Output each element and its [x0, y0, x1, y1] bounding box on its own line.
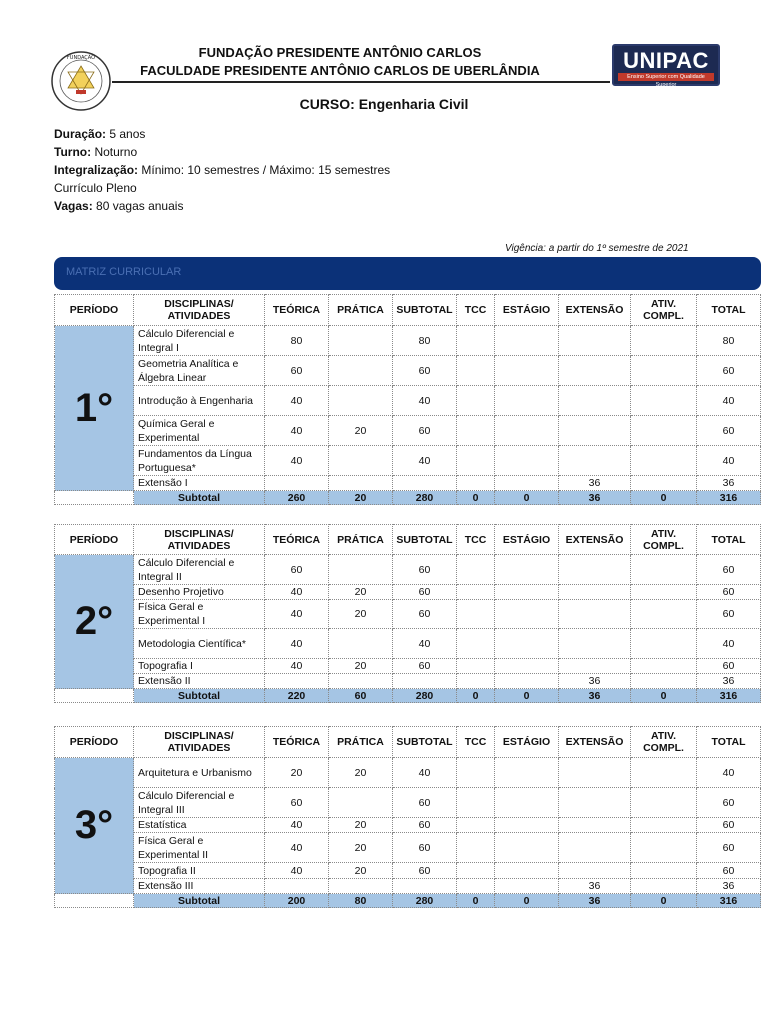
- hours-cell: [559, 758, 631, 788]
- logo-text: FUNDAÇÃO: [66, 55, 96, 61]
- hours-cell: 40: [265, 659, 329, 674]
- subtotal-label: Subtotal: [134, 491, 265, 505]
- discipline-name: Estatística: [134, 818, 265, 833]
- column-header: PERÍODO: [55, 727, 134, 758]
- hours-cell: [559, 788, 631, 818]
- hours-cell: [457, 416, 495, 446]
- hours-cell: [457, 879, 495, 894]
- info-duracao: Duração: 5 anos: [54, 127, 146, 141]
- hours-cell: [457, 674, 495, 689]
- unipac-logo: [612, 44, 720, 86]
- hours-cell: 60: [697, 416, 761, 446]
- hours-cell: 36: [697, 476, 761, 491]
- discipline-name: Arquitetura e Urbanismo: [134, 758, 265, 788]
- hours-cell: [329, 788, 393, 818]
- subtotal-value: 0: [457, 894, 495, 908]
- hours-cell: 60: [393, 585, 457, 600]
- hours-cell: [631, 326, 697, 356]
- info-integralizacao: Integralização: Mínimo: 10 semestres / Máximo: 15 semestres: [54, 163, 391, 177]
- hours-cell: [457, 356, 495, 386]
- table-row: [55, 863, 761, 879]
- discipline-name: Cálculo Diferencial e Integral I: [134, 326, 265, 356]
- hours-cell: 20: [329, 758, 393, 788]
- hours-cell: 20: [265, 758, 329, 788]
- hours-cell: 40: [265, 386, 329, 416]
- course-info: [54, 125, 390, 215]
- subtotal-spacer: [55, 689, 134, 703]
- hours-cell: 40: [265, 818, 329, 833]
- discipline-name: Desenho Projetivo: [134, 585, 265, 600]
- column-header: TCC: [457, 525, 495, 555]
- subtotal-value: 0: [457, 689, 495, 703]
- subtotal-spacer: [55, 491, 134, 505]
- table-row: [55, 585, 761, 600]
- subtotal-value: 200: [265, 894, 329, 908]
- hours-cell: [631, 629, 697, 659]
- hours-cell: [559, 386, 631, 416]
- hours-cell: 60: [393, 356, 457, 386]
- hours-cell: [495, 585, 559, 600]
- hours-cell: 60: [265, 788, 329, 818]
- column-header: TOTAL: [697, 295, 761, 326]
- hours-cell: [495, 600, 559, 629]
- subtotal-value: 0: [631, 689, 697, 703]
- hours-cell: 40: [393, 758, 457, 788]
- hours-cell: [631, 446, 697, 476]
- hours-cell: [559, 600, 631, 629]
- hours-cell: 60: [697, 555, 761, 585]
- matriz-title: MATRIZ CURRICULAR: [66, 266, 182, 278]
- hours-cell: [393, 476, 457, 491]
- subtotal-label: Subtotal: [134, 894, 265, 908]
- hours-cell: [457, 788, 495, 818]
- hours-cell: [329, 629, 393, 659]
- column-header: TEÓRICA: [265, 295, 329, 326]
- discipline-name: Topografia II: [134, 863, 265, 879]
- table-row: [55, 674, 761, 689]
- hours-cell: [559, 416, 631, 446]
- discipline-name: Metodologia Científica*: [134, 629, 265, 659]
- column-header: EXTENSÃO: [559, 295, 631, 326]
- hours-cell: [495, 326, 559, 356]
- table-row: [55, 659, 761, 674]
- hours-cell: 36: [697, 674, 761, 689]
- subtotal-value: 0: [495, 491, 559, 505]
- hours-cell: [559, 446, 631, 476]
- table-row: [55, 555, 761, 585]
- subtotal-label: Subtotal: [134, 689, 265, 703]
- column-header: TOTAL: [697, 525, 761, 555]
- discipline-name: Fundamentos da Língua Portuguesa*: [134, 446, 265, 476]
- hours-cell: [559, 863, 631, 879]
- discipline-name: Física Geral e Experimental I: [134, 600, 265, 629]
- hours-cell: [329, 879, 393, 894]
- hours-cell: [393, 674, 457, 689]
- hours-cell: [329, 356, 393, 386]
- hours-cell: [631, 758, 697, 788]
- hours-cell: 60: [265, 555, 329, 585]
- hours-cell: [329, 326, 393, 356]
- hours-cell: [457, 833, 495, 863]
- hours-cell: 40: [265, 416, 329, 446]
- subtotal-value: 316: [697, 491, 761, 505]
- subtotal-value: 220: [265, 689, 329, 703]
- hours-cell: [329, 555, 393, 585]
- table-header-row: [55, 295, 761, 326]
- hours-cell: 60: [697, 863, 761, 879]
- hours-cell: [559, 818, 631, 833]
- hours-cell: [559, 356, 631, 386]
- discipline-name: Física Geral e Experimental II: [134, 833, 265, 863]
- column-header: PRÁTICA: [329, 525, 393, 555]
- hours-cell: [631, 585, 697, 600]
- hours-cell: [495, 788, 559, 818]
- hours-cell: 60: [393, 416, 457, 446]
- hours-cell: [457, 585, 495, 600]
- subtotal-value: 80: [329, 894, 393, 908]
- hours-cell: [329, 446, 393, 476]
- hours-cell: [631, 555, 697, 585]
- column-header: SUBTOTAL: [393, 727, 457, 758]
- discipline-name: Introdução à Engenharia: [134, 386, 265, 416]
- discipline-name: Cálculo Diferencial e Integral III: [134, 788, 265, 818]
- hours-cell: [631, 833, 697, 863]
- hours-cell: [393, 879, 457, 894]
- column-header: TCC: [457, 727, 495, 758]
- hours-cell: [457, 863, 495, 879]
- header-divider: [112, 81, 610, 83]
- hours-cell: 20: [329, 818, 393, 833]
- hours-cell: 20: [329, 585, 393, 600]
- subtotal-row: [55, 491, 761, 505]
- subtotal-value: 0: [631, 894, 697, 908]
- hours-cell: [329, 386, 393, 416]
- hours-cell: [457, 326, 495, 356]
- column-header: ATIV. COMPL.: [631, 295, 697, 326]
- hours-cell: 80: [393, 326, 457, 356]
- hours-cell: 60: [697, 833, 761, 863]
- hours-cell: [495, 386, 559, 416]
- subtotal-value: 36: [559, 689, 631, 703]
- table-row: [55, 326, 761, 356]
- hours-cell: [495, 446, 559, 476]
- hours-cell: 36: [697, 879, 761, 894]
- hours-cell: 60: [393, 788, 457, 818]
- info-turno: Turno: Noturno: [54, 145, 138, 159]
- hours-cell: 60: [393, 863, 457, 879]
- table-row: [55, 386, 761, 416]
- discipline-name: Geometria Analítica e Álgebra Linear: [134, 356, 265, 386]
- column-header: DISCIPLINAS/ ATIVIDADES: [134, 525, 265, 555]
- hours-cell: 60: [393, 818, 457, 833]
- hours-cell: [495, 758, 559, 788]
- discipline-name: Cálculo Diferencial e Integral II: [134, 555, 265, 585]
- subtotal-row: [55, 894, 761, 908]
- subtotal-value: 20: [329, 491, 393, 505]
- header-line-1: FUNDAÇÃO PRESIDENTE ANTÔNIO CARLOS: [198, 45, 482, 60]
- hours-cell: [631, 659, 697, 674]
- subtotal-value: 0: [495, 894, 559, 908]
- column-header: ESTÁGIO: [495, 727, 559, 758]
- column-header: ESTÁGIO: [495, 525, 559, 555]
- hours-cell: [495, 674, 559, 689]
- hours-cell: [457, 758, 495, 788]
- vigencia-note: Vigência: a partir do 1º semestre de 2021: [505, 243, 689, 254]
- table-row: [55, 629, 761, 659]
- hours-cell: [631, 386, 697, 416]
- hours-cell: 60: [697, 356, 761, 386]
- hours-cell: 60: [393, 555, 457, 585]
- table-row: [55, 758, 761, 788]
- column-header: EXTENSÃO: [559, 727, 631, 758]
- column-header: SUBTOTAL: [393, 295, 457, 326]
- table-row: [55, 356, 761, 386]
- hours-cell: [559, 833, 631, 863]
- subtotal-row: [55, 689, 761, 703]
- hours-cell: 20: [329, 659, 393, 674]
- column-header: TOTAL: [697, 727, 761, 758]
- hours-cell: 20: [329, 833, 393, 863]
- hours-cell: [559, 629, 631, 659]
- discipline-name: Extensão I: [134, 476, 265, 491]
- hours-cell: [631, 476, 697, 491]
- hours-cell: [457, 386, 495, 416]
- hours-cell: [457, 555, 495, 585]
- hours-cell: [495, 863, 559, 879]
- subtotal-value: 280: [393, 491, 457, 505]
- hours-cell: 40: [697, 386, 761, 416]
- table-row: [55, 476, 761, 491]
- hours-cell: 36: [559, 674, 631, 689]
- hours-cell: [457, 659, 495, 674]
- hours-cell: 80: [265, 326, 329, 356]
- subtotal-value: 316: [697, 689, 761, 703]
- hours-cell: 40: [265, 600, 329, 629]
- hours-cell: [265, 879, 329, 894]
- hours-cell: 40: [265, 863, 329, 879]
- hours-cell: 20: [329, 600, 393, 629]
- hours-cell: [495, 476, 559, 491]
- hours-cell: 40: [393, 446, 457, 476]
- subtotal-spacer: [55, 894, 134, 908]
- hours-cell: 20: [329, 863, 393, 879]
- hours-cell: 36: [559, 476, 631, 491]
- column-header: PERÍODO: [55, 295, 134, 326]
- hours-cell: [631, 674, 697, 689]
- period-table-3: [54, 726, 761, 908]
- table-row: [55, 833, 761, 863]
- hours-cell: 40: [265, 446, 329, 476]
- subtotal-value: 0: [457, 491, 495, 505]
- course-label: CURSO:: [299, 96, 355, 112]
- column-header: SUBTOTAL: [393, 525, 457, 555]
- header-line-2: FACULDADE PRESIDENTE ANTÔNIO CARLOS DE UBERLÂNDIA: [140, 63, 540, 78]
- hours-cell: [495, 629, 559, 659]
- hours-cell: 60: [697, 818, 761, 833]
- column-header: TCC: [457, 295, 495, 326]
- table-row: [55, 446, 761, 476]
- hours-cell: [631, 818, 697, 833]
- hours-cell: 40: [265, 629, 329, 659]
- hours-cell: [457, 629, 495, 659]
- subtotal-value: 36: [559, 894, 631, 908]
- hours-cell: [329, 476, 393, 491]
- hours-cell: [559, 326, 631, 356]
- hours-cell: 36: [559, 879, 631, 894]
- hours-cell: [495, 818, 559, 833]
- column-header: PRÁTICA: [329, 295, 393, 326]
- table-row: [55, 600, 761, 629]
- hours-cell: [457, 446, 495, 476]
- hours-cell: 60: [265, 356, 329, 386]
- column-header: ESTÁGIO: [495, 295, 559, 326]
- hours-cell: [495, 416, 559, 446]
- table-header-row: [55, 525, 761, 555]
- period-table-2: [54, 524, 761, 703]
- hours-cell: 60: [393, 833, 457, 863]
- hours-cell: 80: [697, 326, 761, 356]
- hours-cell: [559, 659, 631, 674]
- hours-cell: [495, 356, 559, 386]
- hours-cell: [631, 879, 697, 894]
- period-table-1: [54, 294, 761, 505]
- hours-cell: [457, 476, 495, 491]
- column-header: EXTENSÃO: [559, 525, 631, 555]
- subtotal-value: 36: [559, 491, 631, 505]
- hours-cell: 40: [697, 758, 761, 788]
- column-header: PERÍODO: [55, 525, 134, 555]
- hours-cell: 40: [265, 585, 329, 600]
- period-label: 2°: [55, 555, 134, 689]
- table-row: [55, 818, 761, 833]
- unipac-tagline: Ensino Superior com Qualidade Superior: [618, 73, 714, 81]
- course-title: [0, 96, 768, 112]
- subtotal-value: 60: [329, 689, 393, 703]
- hours-cell: [631, 356, 697, 386]
- discipline-name: Extensão II: [134, 674, 265, 689]
- subtotal-value: 316: [697, 894, 761, 908]
- hours-cell: 60: [697, 600, 761, 629]
- hours-cell: 20: [329, 416, 393, 446]
- period-label: 3°: [55, 758, 134, 894]
- info-vagas: Vagas: 80 vagas anuais: [54, 199, 184, 213]
- hours-cell: [559, 555, 631, 585]
- table-row: [55, 416, 761, 446]
- column-header: ATIV. COMPL.: [631, 727, 697, 758]
- hours-cell: [495, 555, 559, 585]
- column-header: TEÓRICA: [265, 727, 329, 758]
- hours-cell: 40: [265, 833, 329, 863]
- hours-cell: [495, 659, 559, 674]
- hours-cell: [495, 833, 559, 863]
- subtotal-value: 280: [393, 689, 457, 703]
- hours-cell: 60: [393, 600, 457, 629]
- hours-cell: [265, 476, 329, 491]
- hours-cell: 40: [393, 386, 457, 416]
- hours-cell: 60: [697, 788, 761, 818]
- hours-cell: [329, 674, 393, 689]
- hours-cell: 60: [697, 659, 761, 674]
- hours-cell: 40: [697, 446, 761, 476]
- matriz-curricular-banner: [54, 257, 761, 290]
- hours-cell: 40: [697, 629, 761, 659]
- hours-cell: [457, 600, 495, 629]
- course-name: Engenharia Civil: [358, 96, 469, 112]
- hours-cell: [631, 600, 697, 629]
- subtotal-value: 0: [495, 689, 559, 703]
- hours-cell: [631, 788, 697, 818]
- subtotal-value: 260: [265, 491, 329, 505]
- table-row: [55, 788, 761, 818]
- discipline-name: Extensão III: [134, 879, 265, 894]
- subtotal-value: 280: [393, 894, 457, 908]
- hours-cell: 40: [393, 629, 457, 659]
- hours-cell: [457, 818, 495, 833]
- hours-cell: 60: [393, 659, 457, 674]
- info-curriculo: Currículo Pleno: [54, 181, 137, 195]
- column-header: ATIV. COMPL.: [631, 525, 697, 555]
- unipac-brand: UNIPAC: [623, 48, 709, 73]
- discipline-name: Química Geral e Experimental: [134, 416, 265, 446]
- hours-cell: [495, 879, 559, 894]
- column-header: DISCIPLINAS/ ATIVIDADES: [134, 727, 265, 758]
- hours-cell: 60: [697, 585, 761, 600]
- table-header-row: [55, 727, 761, 758]
- hours-cell: [265, 674, 329, 689]
- discipline-name: Topografia I: [134, 659, 265, 674]
- column-header: TEÓRICA: [265, 525, 329, 555]
- table-row: [55, 879, 761, 894]
- column-header: DISCIPLINAS/ ATIVIDADES: [134, 295, 265, 326]
- hours-cell: [559, 585, 631, 600]
- hours-cell: [631, 416, 697, 446]
- subtotal-value: 0: [631, 491, 697, 505]
- column-header: PRÁTICA: [329, 727, 393, 758]
- hours-cell: [631, 863, 697, 879]
- period-label: 1°: [55, 326, 134, 491]
